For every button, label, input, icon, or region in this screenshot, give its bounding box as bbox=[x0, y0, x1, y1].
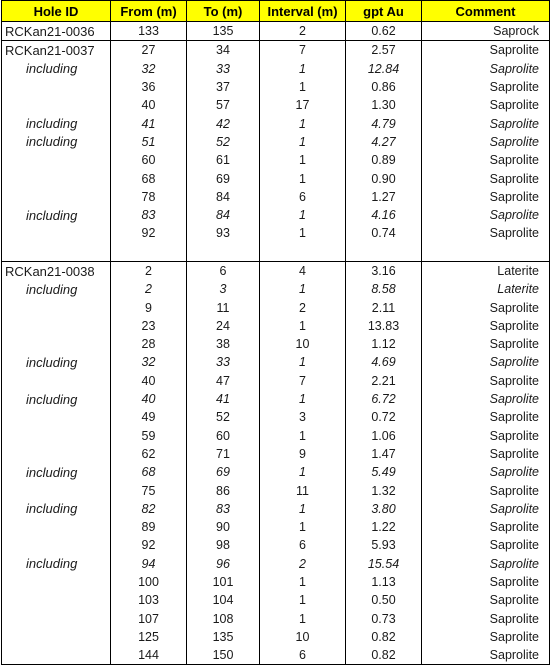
gpt-au-cell: 15.54 bbox=[346, 555, 422, 573]
comment-cell: Saprolite bbox=[422, 555, 550, 573]
comment-cell: Laterite bbox=[422, 280, 550, 298]
from-cell: 36 bbox=[111, 78, 187, 96]
interval-cell: 1 bbox=[260, 591, 346, 609]
to-cell: 61 bbox=[187, 151, 260, 169]
table-row bbox=[2, 335, 550, 353]
gpt-au-cell: 1.47 bbox=[346, 445, 422, 463]
interval-cell bbox=[260, 243, 346, 262]
to-cell: 90 bbox=[187, 518, 260, 536]
table-row bbox=[2, 573, 550, 591]
hole-id-cell bbox=[2, 224, 111, 242]
comment-cell: Saprolite bbox=[422, 224, 550, 242]
to-cell: 11 bbox=[187, 298, 260, 316]
table-row bbox=[2, 169, 550, 187]
comment-cell: Saprolite bbox=[422, 60, 550, 78]
comment-cell: Saprolite bbox=[422, 518, 550, 536]
to-cell: 135 bbox=[187, 628, 260, 646]
table-row bbox=[2, 96, 550, 114]
to-cell: 86 bbox=[187, 481, 260, 499]
interval-cell: 11 bbox=[260, 481, 346, 499]
from-cell: 2 bbox=[111, 261, 187, 280]
from-cell: 92 bbox=[111, 536, 187, 554]
hole-id-cell: including bbox=[2, 114, 111, 132]
table-row bbox=[2, 463, 550, 481]
gpt-au-cell: 0.62 bbox=[346, 22, 422, 41]
to-cell: 42 bbox=[187, 114, 260, 132]
comment-cell: Saprolite bbox=[422, 408, 550, 426]
interval-cell: 1 bbox=[260, 610, 346, 628]
table-row bbox=[2, 445, 550, 463]
comment-cell: Saprolite bbox=[422, 298, 550, 316]
to-cell: 84 bbox=[187, 188, 260, 206]
interval-cell: 1 bbox=[260, 60, 346, 78]
table-row bbox=[2, 372, 550, 390]
to-cell: 33 bbox=[187, 353, 260, 371]
interval-cell: 2 bbox=[260, 298, 346, 316]
gpt-au-cell: 2.21 bbox=[346, 372, 422, 390]
from-cell: 75 bbox=[111, 481, 187, 499]
to-cell: 93 bbox=[187, 224, 260, 242]
interval-cell: 2 bbox=[260, 555, 346, 573]
to-cell: 41 bbox=[187, 390, 260, 408]
hole-id-cell: including bbox=[2, 390, 111, 408]
gpt-au-cell: 2.11 bbox=[346, 298, 422, 316]
from-cell: 68 bbox=[111, 169, 187, 187]
header-gpt-au: gpt Au bbox=[346, 1, 422, 22]
hole-id-cell: including bbox=[2, 133, 111, 151]
hole-id-cell bbox=[2, 169, 111, 187]
interval-cell: 1 bbox=[260, 133, 346, 151]
gpt-au-cell: 0.74 bbox=[346, 224, 422, 242]
from-cell: 125 bbox=[111, 628, 187, 646]
hole-id-cell bbox=[2, 96, 111, 114]
to-cell: 69 bbox=[187, 169, 260, 187]
interval-cell: 17 bbox=[260, 96, 346, 114]
from-cell: 40 bbox=[111, 96, 187, 114]
from-cell: 49 bbox=[111, 408, 187, 426]
gpt-au-cell: 0.90 bbox=[346, 169, 422, 187]
header-comment: Comment bbox=[422, 1, 550, 22]
gpt-au-cell: 1.27 bbox=[346, 188, 422, 206]
gpt-au-cell: 1.22 bbox=[346, 518, 422, 536]
interval-cell: 2 bbox=[260, 22, 346, 41]
from-cell: 27 bbox=[111, 41, 187, 60]
table-row bbox=[2, 536, 550, 554]
table-row bbox=[2, 353, 550, 371]
gpt-au-cell: 12.84 bbox=[346, 60, 422, 78]
comment-cell: Saprolite bbox=[422, 591, 550, 609]
hole-id-cell: RCKan21-0037 bbox=[2, 41, 111, 60]
comment-cell: Saprolite bbox=[422, 353, 550, 371]
gpt-au-cell: 0.82 bbox=[346, 646, 422, 665]
gpt-au-cell: 0.72 bbox=[346, 408, 422, 426]
from-cell: 92 bbox=[111, 224, 187, 242]
interval-cell: 1 bbox=[260, 353, 346, 371]
to-cell: 6 bbox=[187, 261, 260, 280]
table-row bbox=[2, 298, 550, 316]
hole-id-cell bbox=[2, 151, 111, 169]
comment-cell: Saprolite bbox=[422, 445, 550, 463]
comment-cell: Saprolite bbox=[422, 573, 550, 591]
comment-cell: Saprolite bbox=[422, 646, 550, 665]
comment-cell bbox=[422, 243, 550, 262]
drill-results-table bbox=[1, 0, 550, 665]
from-cell: 9 bbox=[111, 298, 187, 316]
to-cell: 52 bbox=[187, 408, 260, 426]
table-row bbox=[2, 591, 550, 609]
from-cell: 59 bbox=[111, 427, 187, 445]
gpt-au-cell: 3.16 bbox=[346, 261, 422, 280]
gpt-au-cell: 0.86 bbox=[346, 78, 422, 96]
header-from: From (m) bbox=[111, 1, 187, 22]
to-cell: 24 bbox=[187, 317, 260, 335]
from-cell: 107 bbox=[111, 610, 187, 628]
to-cell: 57 bbox=[187, 96, 260, 114]
table-row bbox=[2, 224, 550, 242]
comment-cell: Saprolite bbox=[422, 427, 550, 445]
gpt-au-cell: 1.06 bbox=[346, 427, 422, 445]
to-cell: 101 bbox=[187, 573, 260, 591]
hole-id-cell: including bbox=[2, 463, 111, 481]
comment-cell: Saprolite bbox=[422, 41, 550, 60]
gpt-au-cell: 1.30 bbox=[346, 96, 422, 114]
comment-cell: Saprolite bbox=[422, 500, 550, 518]
hole-id-cell bbox=[2, 188, 111, 206]
from-cell: 144 bbox=[111, 646, 187, 665]
table-row bbox=[2, 628, 550, 646]
table-row bbox=[2, 518, 550, 536]
interval-cell: 1 bbox=[260, 224, 346, 242]
to-cell: 37 bbox=[187, 78, 260, 96]
interval-cell: 1 bbox=[260, 573, 346, 591]
table-row bbox=[2, 390, 550, 408]
interval-cell: 6 bbox=[260, 536, 346, 554]
gpt-au-cell: 2.57 bbox=[346, 41, 422, 60]
gpt-au-cell: 4.69 bbox=[346, 353, 422, 371]
hole-id-cell bbox=[2, 408, 111, 426]
comment-cell: Saprock bbox=[422, 22, 550, 41]
interval-cell: 1 bbox=[260, 463, 346, 481]
from-cell: 94 bbox=[111, 555, 187, 573]
gpt-au-cell: 4.16 bbox=[346, 206, 422, 224]
to-cell bbox=[187, 243, 260, 262]
to-cell: 47 bbox=[187, 372, 260, 390]
hole-id-cell: including bbox=[2, 555, 111, 573]
gpt-au-cell bbox=[346, 243, 422, 262]
gpt-au-cell: 3.80 bbox=[346, 500, 422, 518]
to-cell: 69 bbox=[187, 463, 260, 481]
to-cell: 150 bbox=[187, 646, 260, 665]
table-row bbox=[2, 481, 550, 499]
table-row bbox=[2, 78, 550, 96]
table-row bbox=[2, 41, 550, 60]
hole-id-cell bbox=[2, 427, 111, 445]
hole-id-cell bbox=[2, 78, 111, 96]
hole-id-cell bbox=[2, 481, 111, 499]
interval-cell: 1 bbox=[260, 206, 346, 224]
table-row bbox=[2, 555, 550, 573]
from-cell: 83 bbox=[111, 206, 187, 224]
comment-cell: Saprolite bbox=[422, 536, 550, 554]
from-cell: 51 bbox=[111, 133, 187, 151]
hole-id-cell: including bbox=[2, 60, 111, 78]
from-cell: 28 bbox=[111, 335, 187, 353]
table-row bbox=[2, 22, 550, 41]
comment-cell: Saprolite bbox=[422, 317, 550, 335]
to-cell: 108 bbox=[187, 610, 260, 628]
from-cell: 89 bbox=[111, 518, 187, 536]
interval-cell: 9 bbox=[260, 445, 346, 463]
interval-cell: 1 bbox=[260, 280, 346, 298]
interval-cell: 4 bbox=[260, 261, 346, 280]
interval-cell: 1 bbox=[260, 169, 346, 187]
header-to: To (m) bbox=[187, 1, 260, 22]
gpt-au-cell: 0.89 bbox=[346, 151, 422, 169]
gpt-au-cell: 5.49 bbox=[346, 463, 422, 481]
table-header bbox=[2, 1, 550, 22]
interval-cell: 10 bbox=[260, 335, 346, 353]
to-cell: 83 bbox=[187, 500, 260, 518]
to-cell: 3 bbox=[187, 280, 260, 298]
from-cell: 40 bbox=[111, 372, 187, 390]
to-cell: 135 bbox=[187, 22, 260, 41]
table-row bbox=[2, 114, 550, 132]
to-cell: 60 bbox=[187, 427, 260, 445]
gpt-au-cell: 13.83 bbox=[346, 317, 422, 335]
from-cell: 68 bbox=[111, 463, 187, 481]
hole-id-cell: including bbox=[2, 353, 111, 371]
interval-cell: 1 bbox=[260, 518, 346, 536]
interval-cell: 1 bbox=[260, 390, 346, 408]
from-cell: 32 bbox=[111, 353, 187, 371]
comment-cell: Saprolite bbox=[422, 151, 550, 169]
hole-id-cell: RCKan21-0036 bbox=[2, 22, 111, 41]
comment-cell: Saprolite bbox=[422, 169, 550, 187]
gpt-au-cell: 6.72 bbox=[346, 390, 422, 408]
hole-id-cell bbox=[2, 243, 111, 262]
hole-id-cell bbox=[2, 610, 111, 628]
interval-cell: 1 bbox=[260, 114, 346, 132]
to-cell: 96 bbox=[187, 555, 260, 573]
table-row bbox=[2, 188, 550, 206]
comment-cell: Saprolite bbox=[422, 206, 550, 224]
table-row bbox=[2, 280, 550, 298]
from-cell: 78 bbox=[111, 188, 187, 206]
comment-cell: Saprolite bbox=[422, 390, 550, 408]
header-hole-id: Hole ID bbox=[2, 1, 111, 22]
from-cell: 100 bbox=[111, 573, 187, 591]
gpt-au-cell: 8.58 bbox=[346, 280, 422, 298]
table-row bbox=[2, 151, 550, 169]
to-cell: 52 bbox=[187, 133, 260, 151]
to-cell: 38 bbox=[187, 335, 260, 353]
to-cell: 71 bbox=[187, 445, 260, 463]
interval-cell: 1 bbox=[260, 78, 346, 96]
table-row bbox=[2, 610, 550, 628]
from-cell: 103 bbox=[111, 591, 187, 609]
comment-cell: Saprolite bbox=[422, 481, 550, 499]
comment-cell: Laterite bbox=[422, 261, 550, 280]
from-cell: 60 bbox=[111, 151, 187, 169]
hole-id-cell bbox=[2, 573, 111, 591]
comment-cell: Saprolite bbox=[422, 133, 550, 151]
to-cell: 104 bbox=[187, 591, 260, 609]
interval-cell: 1 bbox=[260, 151, 346, 169]
table-row bbox=[2, 408, 550, 426]
table-row bbox=[2, 261, 550, 280]
interval-cell: 1 bbox=[260, 500, 346, 518]
table-row bbox=[2, 133, 550, 151]
table-row bbox=[2, 60, 550, 78]
comment-cell: Saprolite bbox=[422, 188, 550, 206]
comment-cell: Saprolite bbox=[422, 610, 550, 628]
interval-cell: 10 bbox=[260, 628, 346, 646]
hole-id-cell bbox=[2, 518, 111, 536]
comment-cell: Saprolite bbox=[422, 372, 550, 390]
interval-cell: 6 bbox=[260, 646, 346, 665]
comment-cell: Saprolite bbox=[422, 463, 550, 481]
hole-id-cell: including bbox=[2, 500, 111, 518]
gpt-au-cell: 0.73 bbox=[346, 610, 422, 628]
from-cell: 41 bbox=[111, 114, 187, 132]
from-cell bbox=[111, 243, 187, 262]
from-cell: 2 bbox=[111, 280, 187, 298]
to-cell: 33 bbox=[187, 60, 260, 78]
hole-id-cell: including bbox=[2, 280, 111, 298]
gpt-au-cell: 4.79 bbox=[346, 114, 422, 132]
table-row bbox=[2, 500, 550, 518]
gpt-au-cell: 4.27 bbox=[346, 133, 422, 151]
header-row bbox=[2, 1, 550, 22]
from-cell: 40 bbox=[111, 390, 187, 408]
header-interval: Interval (m) bbox=[260, 1, 346, 22]
comment-cell: Saprolite bbox=[422, 78, 550, 96]
hole-id-cell bbox=[2, 335, 111, 353]
hole-id-cell bbox=[2, 536, 111, 554]
table-body bbox=[2, 22, 550, 665]
to-cell: 34 bbox=[187, 41, 260, 60]
interval-cell: 6 bbox=[260, 188, 346, 206]
interval-cell: 1 bbox=[260, 427, 346, 445]
hole-id-cell bbox=[2, 298, 111, 316]
comment-cell: Saprolite bbox=[422, 114, 550, 132]
gpt-au-cell: 1.32 bbox=[346, 481, 422, 499]
interval-cell: 3 bbox=[260, 408, 346, 426]
to-cell: 84 bbox=[187, 206, 260, 224]
hole-id-cell: RCKan21-0038 bbox=[2, 261, 111, 280]
to-cell: 98 bbox=[187, 536, 260, 554]
hole-id-cell bbox=[2, 591, 111, 609]
interval-cell: 1 bbox=[260, 317, 346, 335]
table-row bbox=[2, 243, 550, 262]
from-cell: 133 bbox=[111, 22, 187, 41]
gpt-au-cell: 1.13 bbox=[346, 573, 422, 591]
from-cell: 23 bbox=[111, 317, 187, 335]
table-row bbox=[2, 206, 550, 224]
gpt-au-cell: 5.93 bbox=[346, 536, 422, 554]
from-cell: 32 bbox=[111, 60, 187, 78]
comment-cell: Saprolite bbox=[422, 96, 550, 114]
hole-id-cell bbox=[2, 628, 111, 646]
gpt-au-cell: 0.82 bbox=[346, 628, 422, 646]
gpt-au-cell: 0.50 bbox=[346, 591, 422, 609]
table-row bbox=[2, 317, 550, 335]
hole-id-cell bbox=[2, 445, 111, 463]
table-row bbox=[2, 427, 550, 445]
gpt-au-cell: 1.12 bbox=[346, 335, 422, 353]
interval-cell: 7 bbox=[260, 41, 346, 60]
from-cell: 62 bbox=[111, 445, 187, 463]
hole-id-cell bbox=[2, 372, 111, 390]
comment-cell: Saprolite bbox=[422, 335, 550, 353]
hole-id-cell: including bbox=[2, 206, 111, 224]
from-cell: 82 bbox=[111, 500, 187, 518]
comment-cell: Saprolite bbox=[422, 628, 550, 646]
hole-id-cell bbox=[2, 317, 111, 335]
interval-cell: 7 bbox=[260, 372, 346, 390]
